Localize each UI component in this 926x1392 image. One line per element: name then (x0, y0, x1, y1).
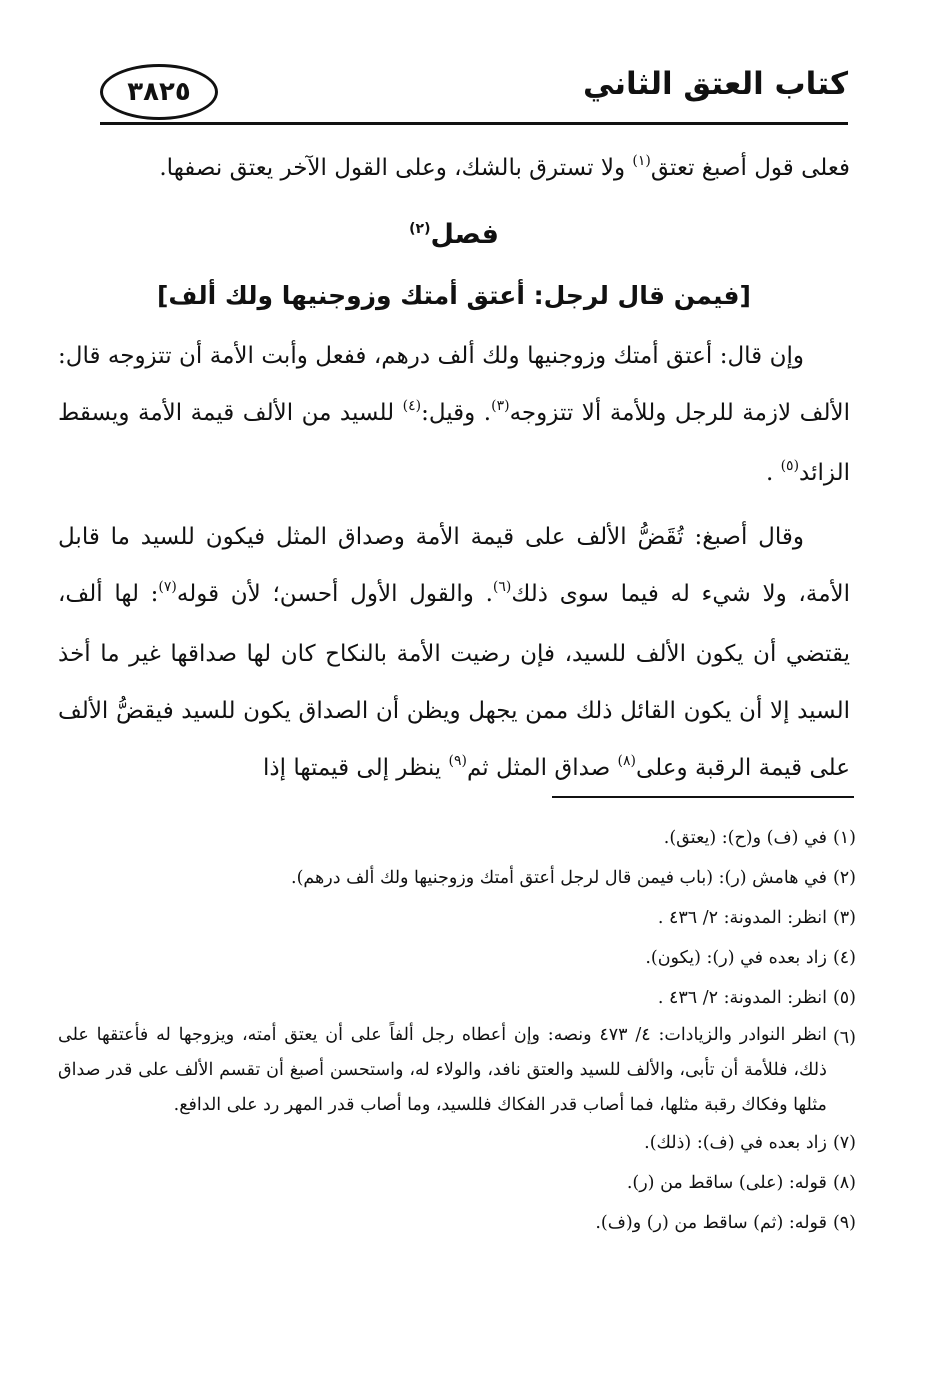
footnote-5 (58, 978, 856, 1018)
footnote-text: قوله: (ثم) ساقط من (ر) و(ف). (595, 1213, 827, 1233)
paragraph-2 (58, 509, 850, 800)
paragraph-1-text-d: . (765, 460, 781, 486)
paragraph-2-text-a: وقال أصبغ: تُقَضُّ الألف على قيمة الأمة وصداق المثل فيكون للسيد ما قابل الأمة، ولا شيء له فيما سوى ذلك (58, 524, 851, 607)
footnote-text: في هامش (ر): (باب فيمن قال لرجل أعتق أمتك وزوجنيها ولك ألف درهم). (291, 868, 827, 888)
paragraph-1-text-b: . وقيل: (421, 400, 492, 426)
footnote-number: (٨) (832, 1173, 856, 1193)
footnote-9 (58, 1203, 856, 1243)
footnote-text: انظر النوادر والزيادات: ٤/ ٤٧٣ ونصه: وإن أعطاه رجل ألفاً على أن يعتق أمته، ويزوجها له فأعتقها على ذلك، فللأمة أن تأبى، والألف للسيد والعتق نافد، والولاء له، واستحسن أصبغ أن تقسم الألف على قدر صداق مثلها وفكاك رقبة مثلها، فما أصاب قدر الفكاك فللسيد، وما أصاب قدر المهر رد على الدافع. (58, 1025, 827, 1115)
footnote-mark-1: (١) (632, 153, 651, 169)
paragraph-1 (58, 328, 850, 505)
footnote-mark-9: (٩) (448, 753, 467, 769)
paragraph-1-text-a: وإن قال: أعتق أمتك وزوجنيها ولك ألف درهم، ففعل وأبت الأمة أن تتزوجه قال: الألف لازمة للرجل وللأمة ألا تتزوجه (58, 343, 850, 426)
footnote-text: قوله: (على) ساقط من (ر). (626, 1173, 827, 1193)
paragraph-2-text-e: ينظر إلى قيمتها إذا (263, 755, 449, 781)
opening-line (58, 140, 850, 200)
section-subtitle: [فيمن قال لرجل: أعتق أمتك وزوجنيها ولك ألف] (157, 281, 751, 310)
footnote-number: (٩) (832, 1213, 856, 1233)
page-header (100, 60, 848, 126)
opening-line-text-b: ولا تسترق بالشك، وعلى القول الآخر يعتق نصفها. (159, 155, 633, 181)
footnote-number: (٧) (832, 1133, 856, 1153)
footnote-text: زاد بعده في (ف): (ذلك). (644, 1133, 827, 1153)
footnote-separator (552, 796, 854, 798)
paragraph-2-text-d: صداق المثل ثم (467, 755, 618, 781)
footnote-number: (١) (832, 828, 856, 848)
footnote-mark-7: (٧) (158, 579, 177, 595)
main-text (58, 140, 850, 800)
footnote-number: (٢) (832, 868, 856, 888)
section-title-text: فصل (430, 219, 499, 250)
footnote-mark-6: (٦) (492, 579, 512, 595)
paragraph-1-text-c: للسيد من الألف قيمة الأمة ويسقط الزائد (58, 400, 850, 486)
footnote-number: (٤) (832, 948, 856, 968)
footnote-1 (58, 818, 856, 858)
footnote-3 (58, 898, 856, 938)
footnote-mark-2: (٢) (409, 221, 431, 237)
footnote-2 (58, 858, 856, 898)
page-number: ٣٨٢٥ (127, 77, 191, 107)
footnote-number: (٦) (832, 1028, 856, 1048)
header-rule (100, 122, 848, 125)
footnote-mark-4: (٤) (402, 398, 422, 414)
footnotes (58, 818, 856, 1243)
footnote-4 (58, 938, 856, 978)
footnote-mark-5: (٥) (780, 458, 800, 474)
running-title: كتاب العتق الثاني (583, 66, 848, 102)
page-number-badge (100, 64, 218, 120)
section-title (58, 206, 850, 268)
footnote-number: (٥) (832, 988, 856, 1008)
footnote-number: (٣) (832, 908, 856, 928)
footnote-7 (58, 1123, 856, 1163)
footnote-text: في (ف) و(ح): (يعتق). (663, 828, 827, 848)
paragraph-2-text-c: : لها ألف، يقتضي أن يكون الألف للسيد، فإن رضيت الأمة بالنكاح كان لها صداقها غير ما أخذ السيد إلا أن يكون القائل ذلك ممن يجهل ويظن أن الصداق يكون للسيد فيقضُّ الألف على قيمة الرقبة وعلى (58, 581, 851, 781)
footnote-6 (58, 1018, 856, 1123)
footnote-8 (58, 1163, 856, 1203)
footnote-text: زاد بعده في (ر): (يكون). (645, 948, 827, 968)
footnote-text: انظر: المدونة: ٢/ ٤٣٦ . (657, 908, 827, 928)
opening-line-text-a: فعلى قول أصبغ تعتق (650, 155, 850, 181)
footnote-text: انظر: المدونة: ٢/ ٤٣٦ . (657, 988, 827, 1008)
paragraph-2-text-b: . والقول الأول أحسن؛ لأن قوله (176, 581, 493, 607)
footnote-mark-8: (٨) (617, 753, 637, 769)
footnote-mark-3: (٣) (491, 398, 510, 414)
